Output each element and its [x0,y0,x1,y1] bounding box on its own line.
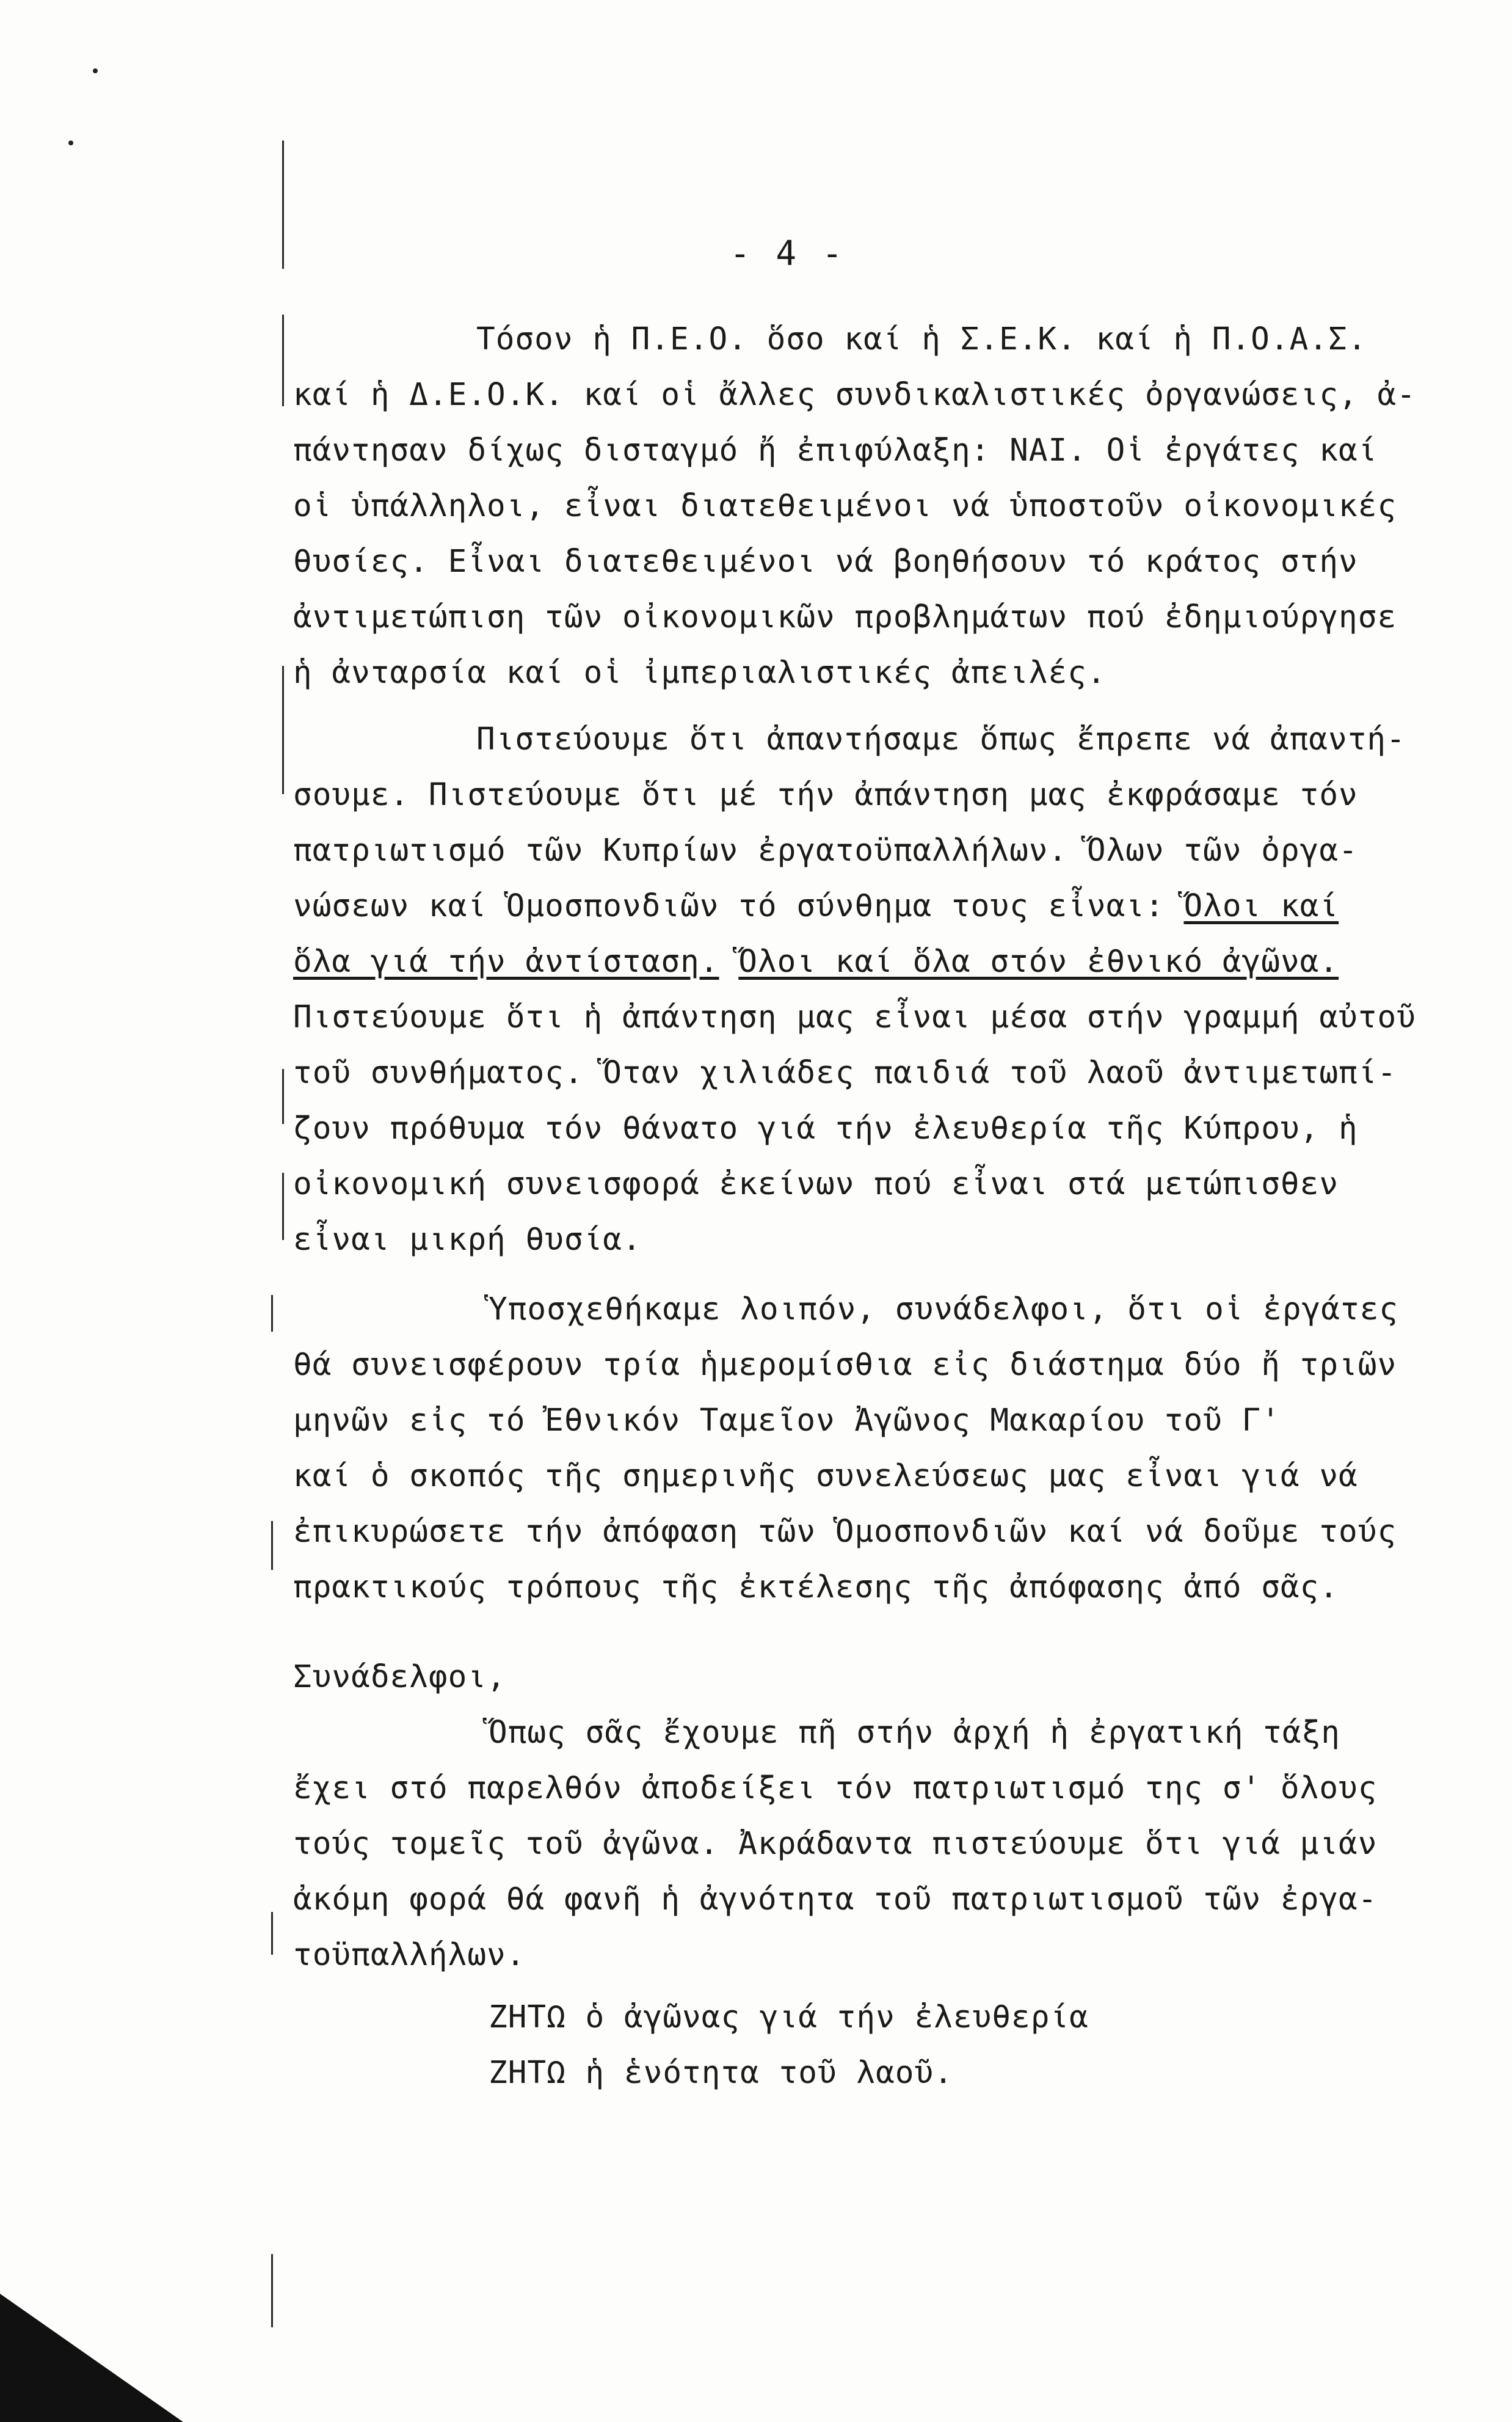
text-segment: νώσεων καί Ὁμοσπονδιῶν τό σύνθημα τους εἶναι: [293,888,1165,924]
margin-mark [282,140,284,269]
paragraph-2 [293,712,1416,1268]
text-line: θά συνεισφέρουν τρία ἡμερομίσθια εἰς διάστημα δύο ἤ τριῶν [293,1347,1397,1383]
text-line [293,934,1380,990]
paragraph-3 [293,1282,1399,1615]
text-line: τοῦ συνθήματος. Ὅταν χιλιάδες παιδιά τοῦ λαοῦ ἀντιμετωπί- [293,1055,1397,1091]
slogan-line: ΖΗΤΩ ἡ ἑνότητα τοῦ λαοῦ. [489,2055,953,2091]
margin-mark [282,1069,284,1124]
text-line: Τόσον ἡ Π.Ε.Ο. ὅσο καί ἡ Σ.Ε.Κ. καί ἡ Π.Ο.Α.Σ. [476,321,1367,357]
margin-mark [271,2254,273,2327]
slogan-underlined: ὅλα γιά τήν ἀντίσταση. [293,944,719,980]
text-line: θυσίες. Εἶναι διατεθειμένοι νά βοηθήσουν τό κράτος στήν [293,544,1358,580]
text-line: ἔχει στό παρελθόν ἀποδείξει τόν πατριωτισμό της σ' ὅλους [293,1770,1378,1806]
text-line: καί ἡ Δ.Ε.Ο.Κ. καί οἱ ἄλλες συνδικαλιστικές ὀργανώσεις, ἀ- [293,377,1416,413]
speck [68,140,73,145]
text-line: ἡ ἀνταρσία καί οἱ ἰμπεριαλιστικές ἀπειλές. [293,655,1107,691]
text-line: ἐπικυρώσετε τήν ἀπόφαση τῶν Ὁμοσπονδιῶν καί νά δοῦμε τούς [293,1514,1397,1550]
text-line: σουμε. Πιστεύουμε ὅτι μέ τήν ἀπάντηση μας ἐκφράσαμε τόν [293,777,1358,813]
paragraph-1 [293,312,1416,701]
slogan-underlined: Ὅλοι καί ὅλα στόν ἐθνικό ἀγῶνα. [738,944,1339,980]
text-line: Πιστεύουμε ὅτι ἀπαντήσαμε ὅπως ἔπρεπε νά ἀπαντή- [476,721,1406,757]
margin-mark [271,1295,273,1332]
text-line: τούς τομεῖς τοῦ ἀγῶνα. Ἀκράδαντα πιστεύουμε ὅτι γιά μιάν [293,1826,1378,1862]
margin-mark [271,1912,273,1955]
text-line: Ὑποσχεθήκαμε λοιπόν, συνάδελφοι, ὅτι οἱ ἐργάτες [489,1291,1399,1327]
text-line: οἱ ὑπάλληλοι, εἶναι διατεθειμένοι νά ὑποστοῦν οἰκονομικές [293,488,1397,524]
text-line: εἶναι μικρή θυσία. [293,1222,642,1258]
slogan-line: ΖΗΤΩ ὁ ἀγῶνας γιά τήν ἐλευθερία [489,1999,1089,2035]
text-line: πρακτικούς τρόπους τῆς ἐκτέλεσης τῆς ἀπόφασης ἀπό σᾶς. [293,1569,1339,1605]
text-line: ζουν πρόθυμα τόν θάνατο γιά τήν ἐλευθερία τῆς Κύπρου, ἡ [293,1111,1358,1147]
text-line: οἰκονομική συνεισφορά ἐκείνων πού εἶναι στά μετώπισθεν [293,1166,1339,1202]
text-line: Πιστεύουμε ὅτι ἡ ἀπάντηση μας εἶναι μέσα στήν γραμμή αὐτοῦ [293,999,1416,1035]
text-line: ἀντιμετώπιση τῶν οἰκονομικῶν προβλημάτων πού ἐδημιούργησε [293,599,1397,635]
scan-corner-shadow [0,2294,183,2422]
text-line: μηνῶν εἰς τό Ἐθνικόν Ταμεῖον Ἀγῶνος Μακαρίου τοῦ Γ' [293,1402,1281,1439]
paragraph-4 [293,1649,1380,1983]
speck [93,68,98,73]
margin-mark [282,315,284,406]
slogan-underlined: Ὅλοι καί [1183,888,1339,924]
text-line: ἀκόμη φορά θά φανῆ ἡ ἀγνότητα τοῦ πατριωτισμοῦ τῶν ἐργα- [293,1881,1378,1917]
page-number: - 4 - [730,234,845,274]
text-line: τοϋπαλλήλων. [293,1937,526,1973]
text-line: καί ὁ σκοπός τῆς σημερινῆς συνελεύσεως μας εἶναι γιά νά [293,1458,1358,1494]
margin-mark [282,1173,284,1240]
salutation: Συνάδελφοι, [293,1659,506,1695]
text-line: πάντησαν δίχως δισταγμό ἤ ἐπιφύλαξη: ΝΑΙ. Οἱ ἐργάτες καί [293,432,1378,469]
text-line [293,878,1380,934]
margin-mark [271,1521,273,1570]
margin-mark [282,666,284,794]
closing-slogans [293,1990,1380,2101]
text-line: πατριωτισμό τῶν Κυπρίων ἐργατοϋπαλλήλων. Ὅλων τῶν ὀργα- [293,833,1358,869]
text-line: Ὅπως σᾶς ἔχουμε πῆ στήν ἀρχή ἡ ἐργατική τάξη [489,1715,1341,1751]
